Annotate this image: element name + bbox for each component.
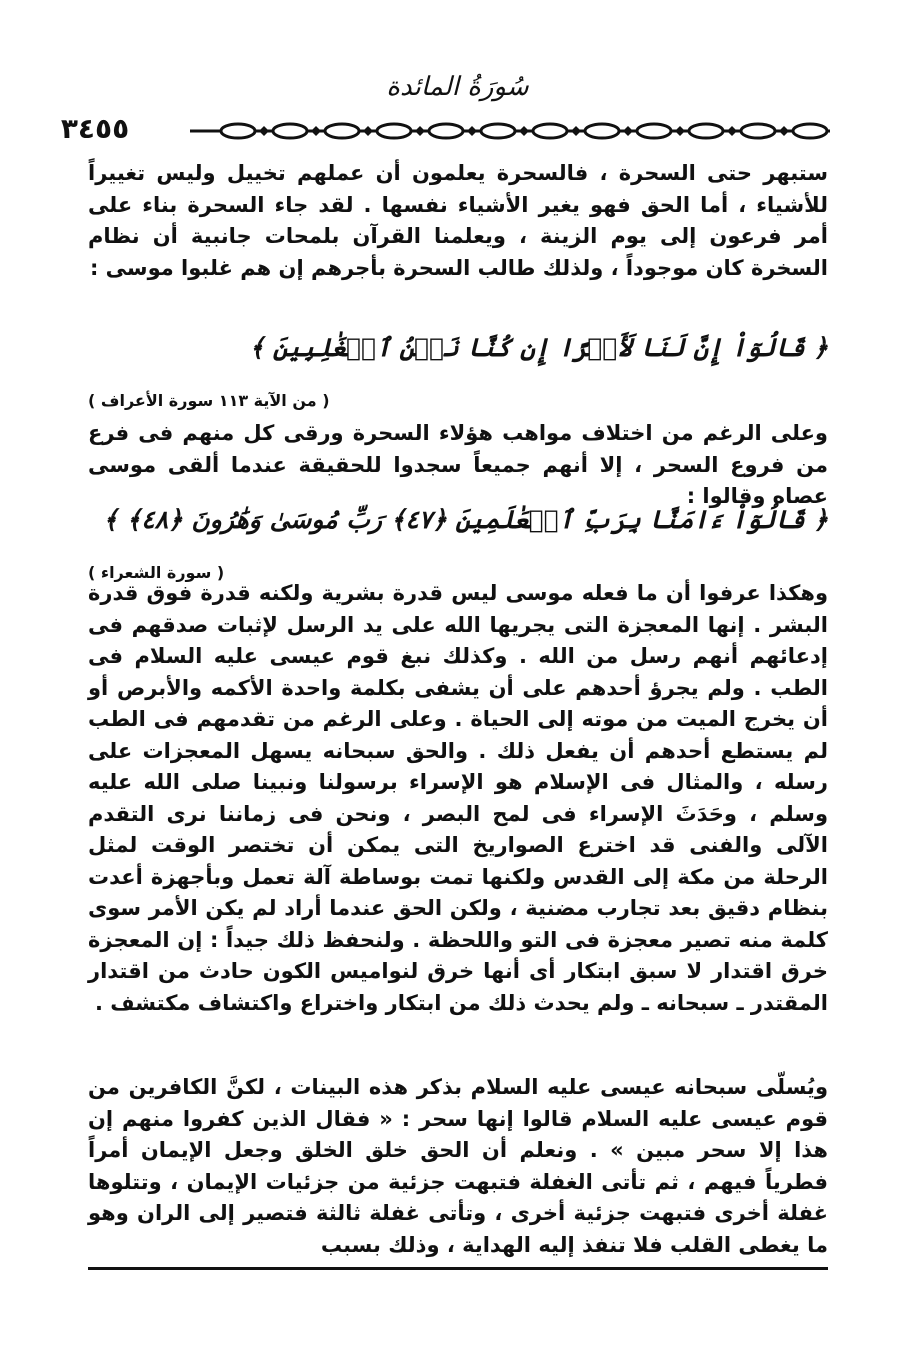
footer-rule [88, 1267, 828, 1270]
verse-reference-1: ( من الآية ١١٣ سورة الأعراف ) [88, 391, 330, 410]
quran-verse-1: ﴿ قَالُوٓاْ إِنَّ لَنَا لَأَجۡرًا إِن كُنَّا نَحۡنُ ٱلۡغَٰلِبِينَ ﴾ [249, 333, 828, 362]
paragraph-3: وهكذا عرفوا أن ما فعله موسى ليس قدرة بشرية ولكنه قدرة فوق قدرة البشر . إنها المعجزة التى يجريها الله على يد الرسل لإثبات صدقهم فى إدعائهم أنهم رسل من الله . وكذلك نبغ قوم عيسى عليه السلام فى الطب . ولم يجرؤ أحدهم على أن يشفى بكلمة واحدة الأكمه والأبرص أو أن يخرج الميت من موته إلى الحياة . وعلى الرغم من تقدمهم فى الطب لم يستطع أحدهم أن يفعل ذلك . والحق سبحانه يسهل المعجزات على رسله ، والمثال فى الإسلام هو الإسراء برسولنا ونبينا صلى الله عليه وسلم ، وحَدَثَ الإسراء فى لمح البصر ، ونحن فى زماننا نرى التقدم الآلى والفنى قد اخترع الصواريخ التى يمكن أن تختصر الوقت لمثل الرحلة من مكة إلى القدس ولكنها تمت بوساطة آلة تعمل وبأجهزة أعدت بنظام دقيق بعد تجارب مضنية ، ولكن الحق عندما أراد لم يكن الأمر سوى كلمة منه تصير معجزة فى التو واللحظة . ولنحفظ ذلك جيداً : إن المعجزة خرق اقتدار لا سبق ابتكار أى أنها خرق لنواميس الكون حادث من اقتدار المقتدر ـ سبحانه ـ ولم يحدث ذلك من ابتكار واختراع واكتشاف مكتشف . [88, 581, 828, 1015]
verse-reference-2: ( سورة الشعراء ) [88, 563, 225, 582]
quran-verse-2: ﴿ قَالُوٓاْ ءَامَنَّا بِرَبِّ ٱلۡعَٰلَمِينَ ﴿٤٧﴾ رَبِّ مُوسَىٰ وَهَٰرُونَ ﴿٤٨﴾ ﴾ [103, 505, 828, 534]
paragraph-4: ويُسلّى سبحانه عيسى عليه السلام بذكر هذه البينات ، لكنَّ الكافرين من قوم عيسى عليه السلام قالوا إنها سحر : « فقال الذين كفروا منهم إن هذا إلا سحر مبين » . ونعلم أن الحق خلق الخلق وجعل الإيمان أمراً فطرياً فيهم ، ثم تأتى الغفلة فتبهت جزئية من جزئيات الإيمان ، وتتلوها غفلة أخرى فتبهت جزئية أخرى ، وتأتى غفلة ثالثة فتصير إلى الران وهو ما يغطى القلب فلا تنفذ إليه الهداية ، وذلك بسبب [88, 1075, 828, 1257]
paragraph-1: ستبهر حتى السحرة ، فالسحرة يعلمون أن عملهم تخييل وليس تغييراً للأشياء ، أما الحق فهو يغير الأشياء نفسها . لقد جاء السحرة بناء على أمر فرعون إلى يوم الزينة ، ويعلمنا القرآن بلمحات جانبية أن نظام السخرة كان موجوداً ، ولذلك طالب السحرة بأجرهم إن هم غلبوا موسى : [88, 161, 828, 280]
paragraph-2: وعلى الرغم من اختلاف مواهب هؤلاء السحرة ورقى كل منهم فى فرع من فروع السحر ، إلا أنهم جميعاً سجدوا للحقيقة عندما ألقى موسى عصاه وقالوا : [88, 421, 828, 508]
surah-title: سُورَةُ المائدة [386, 72, 529, 102]
page-number: ٣٤٥٥ [0, 112, 190, 146]
